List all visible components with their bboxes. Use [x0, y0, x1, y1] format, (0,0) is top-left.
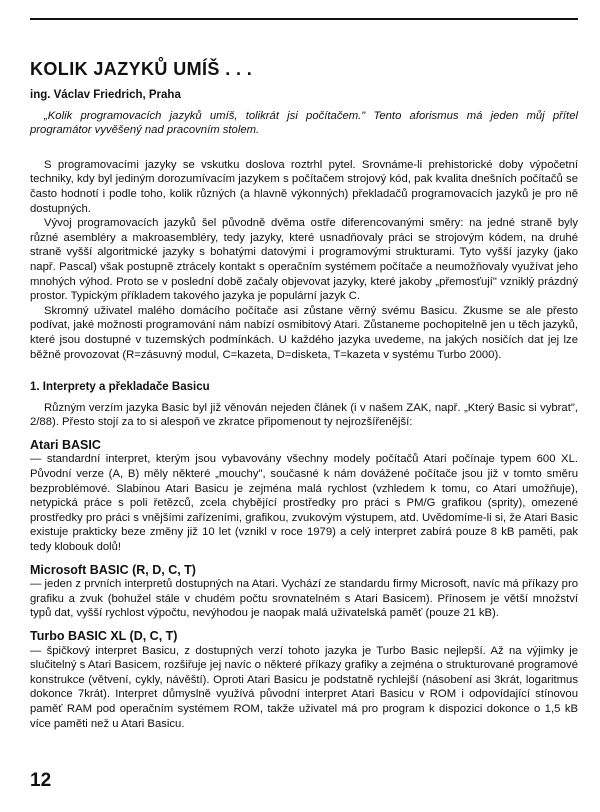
intro-paragraph: Skromný uživatel malého domácího počítače asi zůstane věrný svému Basicu. Zkusme se ale přesto podívat, jaké možnosti programování nám nabízí osmibitový Atari. Zůstaneme pochopitelně jen u těch jazyků, které jsou dostupné v tuzemských podmínkách. U každého jazyka uvedeme, na jakých nosičích dat jej lze běžně provozovat (R=zásuvný modul, C=kazeta, D=disketa, T=kazeta v systému Turbo 2000).	[30, 304, 578, 361]
entry-text-atari-basic: — standardní interpret, kterým jsou vybavovány všechny modely počítačů Atari počínaje typem 600 XL. Původní verze (A, B) měly některé „mouchy", současné k nám dovážené počítače jsou již v tomto směru bezproblémové. Slabinou Atari Basicu je zejména malá rychlost (vzhledem k tomu, co Atari umožňuje), netypická práce s poli řetězců, zcela chybějící prostředky pro práci s PM/G grafikou (sprity), omezené prostředky pro práci s vnějšími zařízeními, grafikou, zvukovým výstupem, atd. Uvědomíme-li si, že Atari Basic existuje prakticky beze změny již 10 let (vznikl v roce 1979) a celý interpret zabírá pouze 8 kB paměti, pak tedy klobouk dolů!	[30, 453, 578, 554]
article-title: KOLIK JAZYKŮ UMÍŠ . . .	[30, 59, 253, 79]
page-number: 12	[30, 770, 52, 791]
intro-section	[30, 158, 578, 362]
section-paragraph: Různým verzím jazyka Basic byl již věnován nejeden článek (i v našem ZAK, např. „Který Basic si vybrat", 2/88). Přesto stojí za to si alespoň ve zkratce připomenout ty nejrozšířenější:	[30, 401, 578, 429]
entry-text-microsoft-basic: — jeden z prvních interpretů dostupných na Atari. Vychází ze standardu firmy Microsoft, navíc má příkazy pro grafiku a zvuk (bohužel stále v chudém počtu srovnatelném s Atari Basicem). Přínosem je větší množství typů dat, vyšší rychlost výpočtu, nevýhodou je naopak malá uživatelská paměť (pouze 21 kB).	[30, 578, 578, 620]
intro-paragraph: Vývoj programovacích jazyků šel původně dvěma ostře diferencovanými směry: na jedné straně byly různé asembléry a makroasembléry, tedy jazyky, které usnadňovaly práci se strojovým kódem, na druhé straně vyšší algoritmické jazyky s bohatými datovými i programovými strukturami. Tyto vyšší jazyky (jako např. Pascal) však postupně ztrácely kontakt s operačním systémem počítače a neumožňovaly využívat jeho mnohých výhod. Proto se v poslední době začaly objevovat jazyky, které jakoby „přemosťují" vzniklý prázdný prostor. Typickým příkladem takového jazyka je populární jazyk C.	[30, 217, 578, 303]
intro-paragraph: S programovacími jazyky se vskutku doslova roztrhl pytel. Srovnáme-li prehistorické doby výpočetní techniky, kdy byl jediným dorozumívacím jazykem s počítačem strojový kód, pak kvalita dnešních počítačů se často hodnotí i podle toho, kolik různých (a hlavně výkonných) překladačů programovacích jazyků je pro ně dostupných.	[30, 158, 578, 215]
article-author: ing. Václav Friedrich, Praha	[30, 89, 181, 101]
article	[30, 58, 578, 731]
entry-heading-turbo-basic: Turbo BASIC XL (D, C, T)	[30, 629, 178, 643]
top-rule	[30, 18, 578, 20]
section-heading: 1. Interprety a překladače Basicu	[30, 381, 210, 394]
entry-text-turbo-basic: — špičkový interpret Basicu, z dostupných verzí tohoto jazyka je Turbo Basic nejlepší. Až na výjimky je slučitelný s Atari Basicem, rozšiřuje jej navíc o některé příkazy grafiky a zejména o strukturované programové konstrukce (větvení, cykly, návěští). Oproti Atari Basicu je podstatně rychlejší (násobení asi 3krát, logaritmus dokonce 7krát). Interpret důmyslně využívá původní interpret Atari Basicu v ROM i odpovídající stínovou paměť RAM pod operačním systémem ROM, takže uživatel má pro program k dispozici dokonce o 1,5 kB více paměti než u Atari Basicu.	[30, 644, 578, 730]
entry-heading-microsoft-basic: Microsoft BASIC (R, D, C, T)	[30, 562, 196, 577]
entry-heading-atari-basic: Atari BASIC	[30, 437, 101, 452]
article-motto: „Kolik programovacích jazyků umíš, tolikrát jsi počítačem." Tento aforismus má jeden můj přítel programátor vyvěšený nad pracovním stolem.	[30, 109, 578, 137]
